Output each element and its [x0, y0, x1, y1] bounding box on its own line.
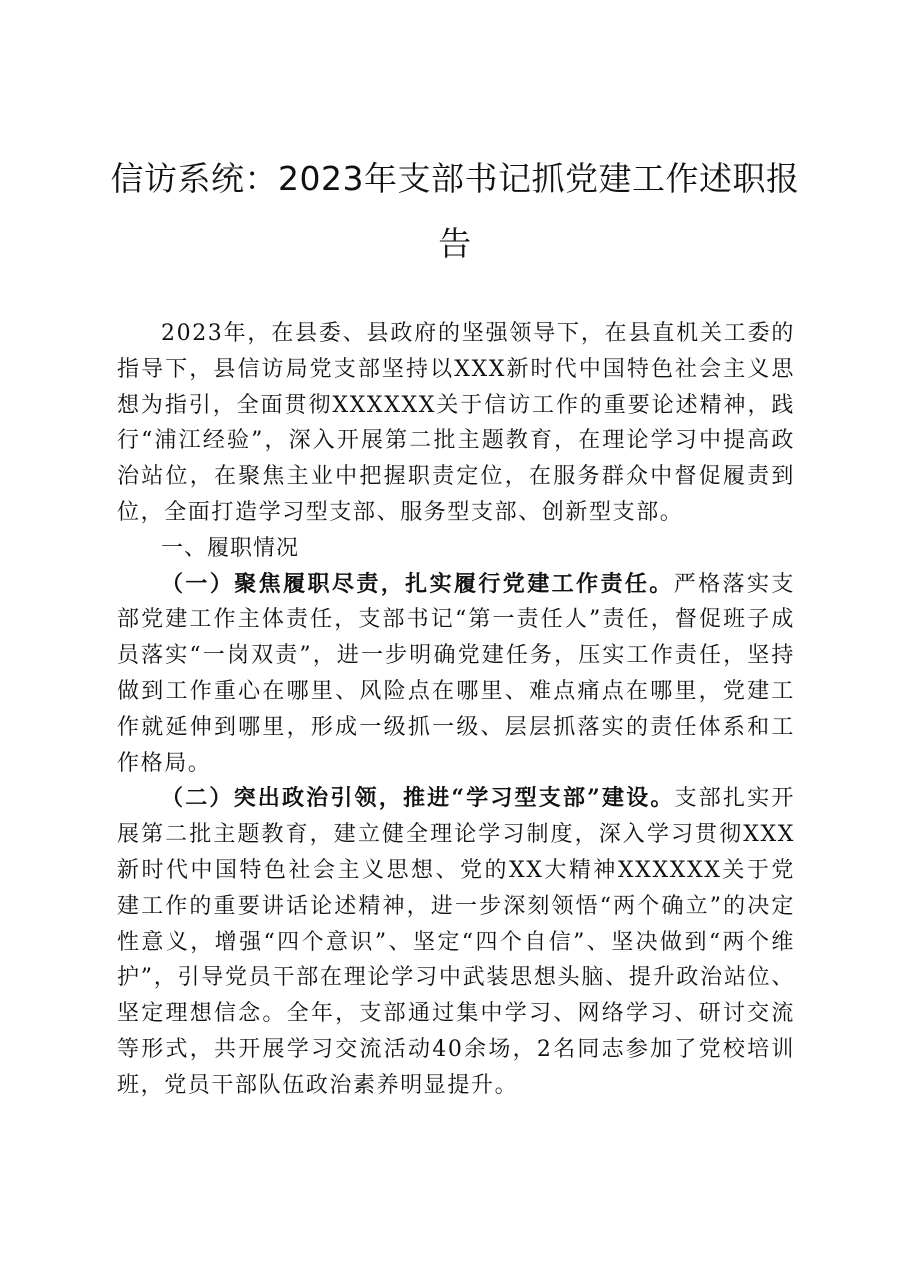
item-paragraph-1	[117, 567, 795, 782]
item-heading-2: （二）突出政治引领，推进“学习型支部”建设。	[161, 785, 675, 812]
item-text-1: 严格落实支部党建工作主体责任，支部书记“第一责任人”责任，督促班子成员落实“一岗双责”，进一步明确党建任务，压实工作责任，坚持做到工作重心在哪里、风险点在哪里、难点痛点在哪里，党建工作就延伸到哪里，形成一级抓一级、层层抓落实的责任体系和工作格局。	[117, 571, 795, 776]
item-paragraph-2	[117, 781, 795, 1103]
item-text-2: 支部扎实开展第二批主题教育，建立健全理论学习制度，深入学习贯彻XXX新时代中国特色社会主义思想、党的XX大精神XXXXXX关于党建工作的重要讲话论述精神，进一步深刻领悟“两个确立”的决定性意义，增强“四个意识”、坚定“四个自信”、坚决做到“两个维护”，引导党员干部在理论学习中武装思想头脑、提升政治站位、坚定理想信念。全年，支部通过集中学习、网络学习、研讨交流等形式，共开展学习交流活动40余场，2名同志参加了党校培训班，党员干部队伍政治素养明显提升。	[117, 786, 795, 1098]
document-body	[117, 316, 795, 1104]
intro-paragraph: 2023年，在县委、县政府的坚强领导下，在县直机关工委的指导下，县信访局党支部坚持以XXX新时代中国特色社会主义思想为指引，全面贯彻XXXXXX关于信访工作的重要论述精神，践行“浦江经验”，深入开展第二批主题教育，在理论学习中提高政治站位，在聚焦主业中把握职责定位，在服务群众中督促履责到位，全面打造学习型支部、服务型支部、创新型支部。	[117, 321, 795, 525]
document-title: 信访系统：2023年支部书记抓党建工作述职报告	[110, 159, 800, 263]
section-heading-performance: 一、履职情况	[161, 535, 300, 561]
item-heading-1: （一）聚焦履职尽责，扎实履行党建工作责任。	[161, 570, 674, 597]
